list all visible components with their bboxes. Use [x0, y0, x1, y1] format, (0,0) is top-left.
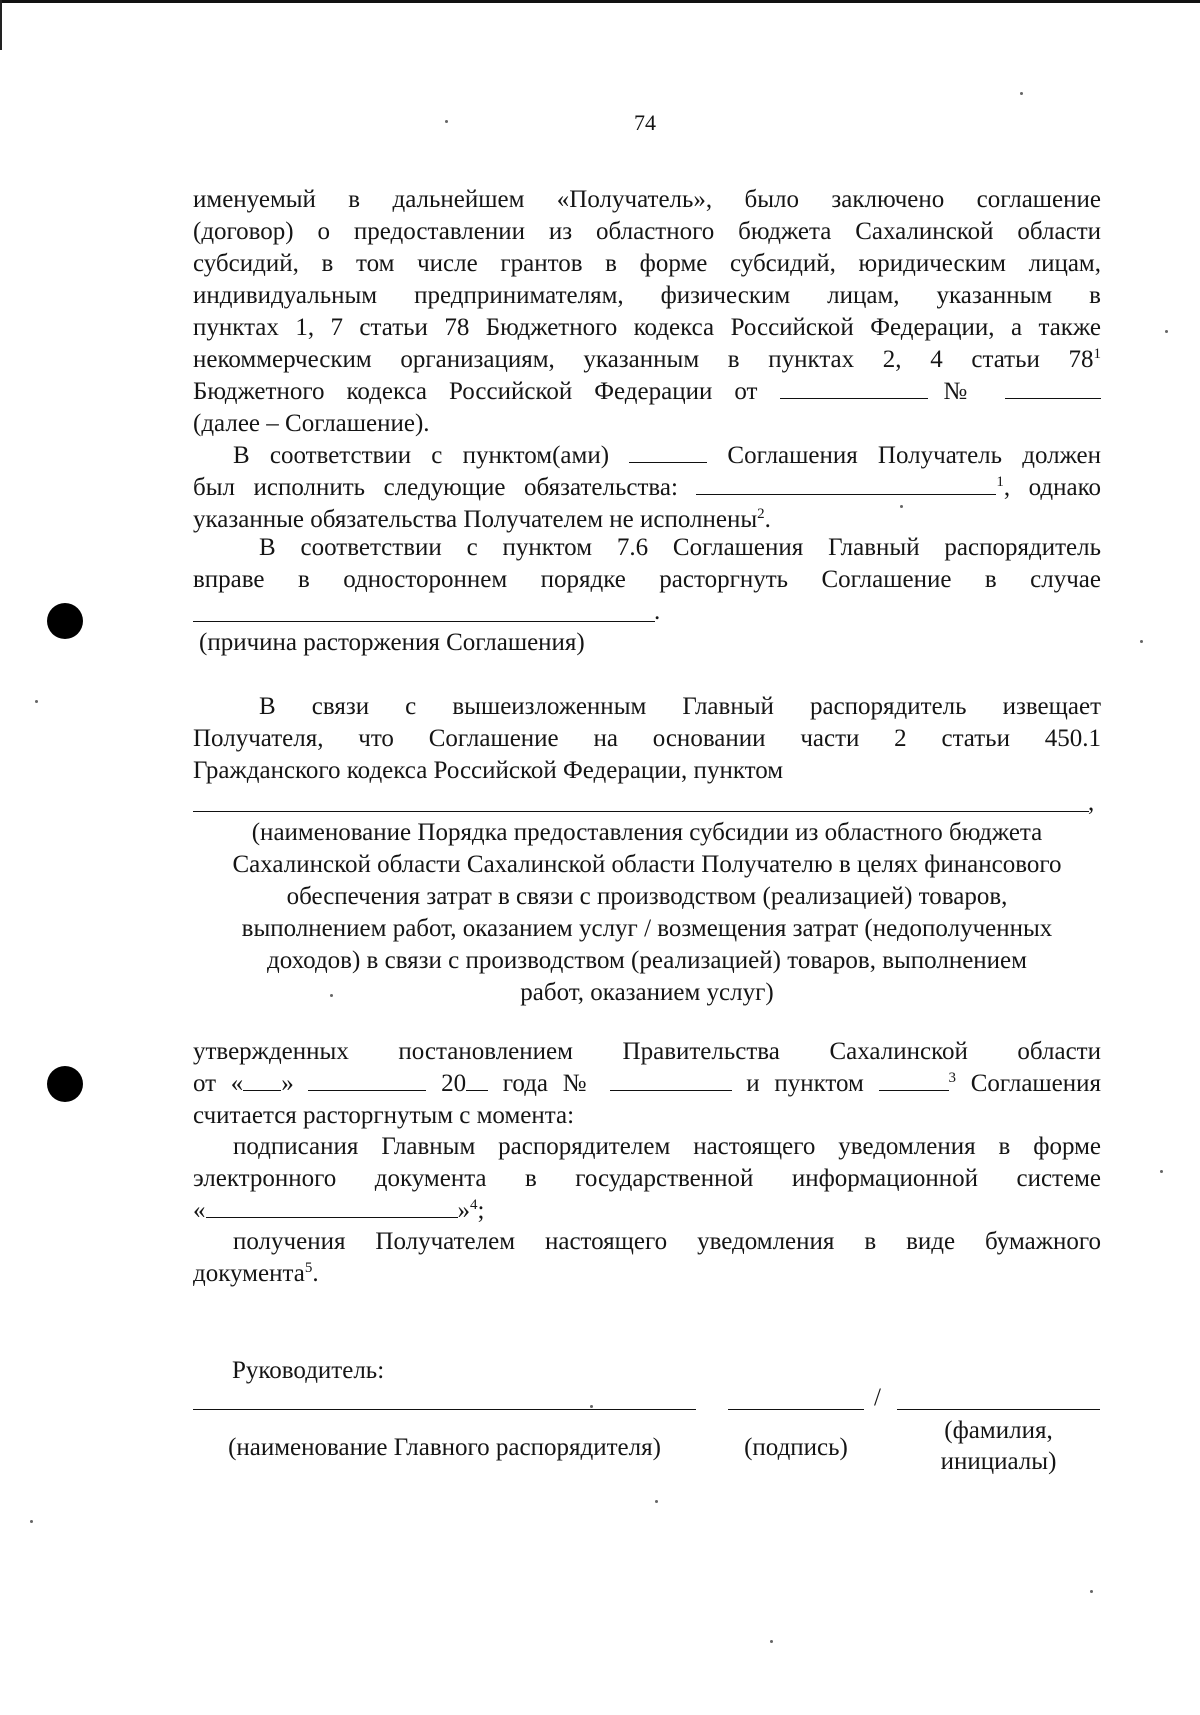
caption-line: (наименование Порядка предоставления субсидии из областного бюджета [251, 819, 1043, 846]
paragraph-termination-right [193, 532, 1101, 596]
signature-org-field[interactable] [193, 1409, 696, 1410]
signature-sign-field[interactable] [728, 1409, 864, 1410]
paragraph-approved [193, 1036, 1101, 1132]
scan-speck [35, 700, 38, 703]
scan-speck [30, 1520, 33, 1523]
text-line: некоммерческим организациям, указанным в пунктах 2, 4 статьи $78^1$ [193, 346, 1101, 373]
paragraph-notice [193, 691, 1101, 787]
text-line: подписания Главным распорядителем настоящего уведомления в форме [233, 1133, 1101, 1160]
agreement-clause-field[interactable] [879, 1068, 949, 1091]
termination-reason-field[interactable] [193, 621, 655, 622]
page-number: 74 [634, 110, 656, 135]
scan-speck [655, 1500, 658, 1503]
text-line: В связи с вышеизложенным Главный распорядитель извещает [259, 693, 1101, 720]
signature-slash: / [874, 1384, 881, 1411]
text-line: электронного документа в государственной информационной системе [193, 1165, 1101, 1192]
scan-speck [770, 1640, 773, 1643]
caption-procedure-name [193, 817, 1101, 1009]
text-line-resolution: от « » 20 года № и пунктом $^3$ Соглашения [193, 1070, 1102, 1097]
text-line-clause: В соответствии с пунктом(ами) Соглашения Получатель должен [233, 442, 1102, 469]
text-line-date-number: Бюджетного кодекса Российской Федерации от № [193, 376, 1101, 408]
text-line-obligations: был исполнить следующие обязательства: $^1$, однако [193, 474, 1101, 501]
scan-speck [445, 120, 448, 123]
clause-field[interactable] [629, 440, 707, 463]
text-line: Гражданского кодекса Российской Федерации, пунктом [193, 757, 784, 784]
paragraph-agreement [193, 184, 1101, 440]
day-field[interactable] [243, 1068, 281, 1091]
period: . [654, 598, 661, 625]
text-line: утвержденных постановлением Правительства Сахалинской области [193, 1038, 1101, 1065]
text-line: вправе в одностороннем порядке расторгнуть Соглашение в случае [193, 566, 1101, 593]
scan-speck [1140, 640, 1143, 643]
month-field[interactable] [308, 1068, 426, 1091]
signature-name-field[interactable] [897, 1409, 1100, 1410]
text-line: именуемый в дальнейшем «Получатель», было заключено соглашение [193, 186, 1101, 213]
text-line: (далее – Соглашение). [193, 410, 430, 437]
scan-speck [1090, 1590, 1093, 1593]
obligations-field[interactable] [696, 483, 996, 495]
procedure-name-field[interactable] [193, 811, 1089, 812]
signature-heading: Руководитель: [232, 1357, 385, 1384]
text-line: считается расторгнутым с момента: [193, 1102, 575, 1129]
text-line: (договор) о предоставлении из областного бюджета Сахалинской области [193, 218, 1101, 245]
text-line: пунктах 1, 7 статьи 78 Бюджетного кодекса Российской Федерации, а также [193, 314, 1101, 341]
scan-speck [590, 1405, 593, 1408]
text-line: указанные обязательства Получателем не исполнены$^2$. [193, 506, 771, 533]
paragraph-obligations [193, 440, 1101, 536]
caption-line: Сахалинской области Сахалинской области Получателю в целях финансового [232, 851, 1062, 878]
caption-name: (фамилия, инициалы) [940, 1417, 1057, 1475]
text-line: В соответствии с пунктом 7.6 Соглашения Главный распорядитель [259, 534, 1101, 561]
number-field[interactable] [1005, 376, 1101, 399]
caption-line: выполнением работ, оказанием услуг / возмещения затрат (недополученных [241, 915, 1053, 942]
punch-hole-bottom [47, 1066, 83, 1102]
text-line: индивидуальным предпринимателям, физическим лицам, указанным в [193, 282, 1101, 309]
scan-speck [1020, 92, 1023, 95]
text-line-system: « »$^4$; [193, 1197, 485, 1224]
caption-line: доходов) в связи с производством (реализацией) товаров, выполнением [267, 947, 1027, 974]
scan-speck [330, 994, 333, 997]
paragraph-paper [193, 1226, 1101, 1290]
scan-speck [900, 505, 903, 508]
caption-org: (наименование Главного распорядителя) [228, 1434, 661, 1461]
caption-line: обеспечения затрат в связи с производством (реализацией) товаров, [286, 883, 1008, 910]
scan-left-edge [0, 0, 2, 50]
text-line: Получателя, что Соглашение на основании части 2 статьи 450.1 [193, 725, 1101, 752]
comma: , [1088, 789, 1095, 816]
text-line: документа$^5$. [193, 1260, 319, 1287]
text-line: субсидий, в том числе грантов в форме субсидий, юридическим лицам, [193, 250, 1101, 277]
scan-speck [1160, 1170, 1163, 1173]
paragraph-electronic [193, 1131, 1101, 1227]
caption-sign: (подпись) [744, 1434, 848, 1461]
caption-termination-reason: (причина расторжения Соглашения) [199, 629, 585, 656]
text-line: получения Получателем настоящего уведомления в виде бумажного [233, 1228, 1101, 1255]
caption-line: работ, оказанием услуг) [520, 979, 774, 1006]
year-field[interactable] [466, 1068, 488, 1091]
punch-hole-top [47, 603, 83, 639]
scan-speck [1165, 330, 1168, 333]
information-system-field[interactable] [206, 1195, 458, 1218]
scan-top-edge [0, 0, 1200, 3]
resolution-number-field[interactable] [610, 1068, 732, 1091]
date-field[interactable] [780, 376, 928, 399]
